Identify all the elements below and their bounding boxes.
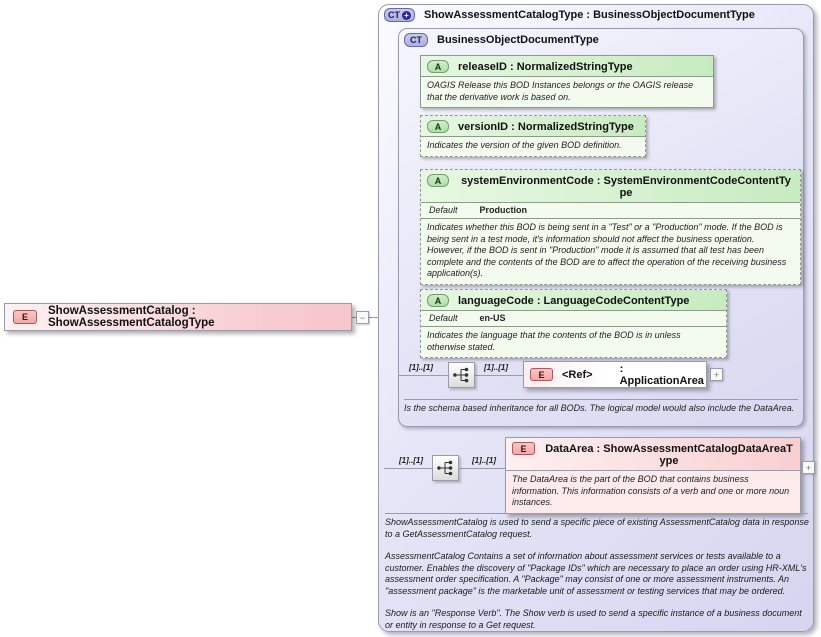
expand-button-dataarea[interactable]: + [802,461,815,474]
default-value-row [421,203,800,219]
attribute-name: releaseID : NormalizedStringType [458,61,633,73]
complex-type-derived-icon [384,8,415,22]
element-badge-label: E [21,312,28,322]
collapse-button-root[interactable]: − [356,311,369,324]
outer-type-title: ShowAssessmentCatalogType : BusinessObjectDocumentType [424,9,755,21]
attribute-header [421,170,800,203]
connector-line [475,375,523,376]
element-icon [13,310,37,324]
connector-line [384,468,432,469]
ref-type-label: : ApplicationArea [619,362,704,387]
attribute-header [421,116,645,137]
documentation-paragraph: AssessmentCatalog Contains a set of information about assessment services or tests available to a customer. Enables the discovery of "Package IDs" which are necessary to place an order using HR-XML's assessment order specification. A "Package" may consist of one or more assessment instruments. An "assessment package" is the marketable unit of assessment or testing services that may be ordered. [385,551,807,596]
expand-button-applicationarea[interactable]: + [710,368,723,381]
attribute-box-systemenvironmentcode[interactable] [420,169,801,285]
element-badge-label: E [538,369,545,380]
complex-type-badge-label: CT [410,35,422,45]
element-annotation: The DataArea is the part of the BOD that contains business information. This information consists of a verb and one or more noun instances. [506,471,800,513]
base-type-annotation: Is the schema based inheritance for all BODs. The logical model would also include the DataArea. [404,403,795,413]
default-label: Default [429,205,458,215]
connector-line [398,375,448,376]
attribute-icon [427,60,449,73]
attribute-name: systemEnvironmentCode : SystemEnvironmentCodeContentType [461,175,791,199]
element-icon [512,442,535,455]
attribute-annotation: Indicates the version of the given BOD definition. [427,140,622,150]
documentation-paragraph: Show is an "Response Verb". The Show verb is used to send a specific instance of a business document or entity in response to a Get request. [385,608,802,630]
derivation-plus-icon: + [402,11,411,20]
attribute-box-releaseid[interactable] [420,55,714,108]
cardinality-label: [1]..[1] [484,363,508,372]
attribute-name: versionID : NormalizedStringType [458,121,634,133]
attribute-badge-label: A [434,121,442,132]
element-header [506,438,800,471]
default-value: en-US [479,313,506,323]
element-name: DataArea : ShowAssessmentCatalogDataAreaType [545,443,793,467]
base-type-header [404,33,599,47]
element-ref-applicationarea[interactable] [523,361,707,388]
ref-label: <Ref> [562,368,593,381]
element-box-showassessmentcatalog[interactable] [4,303,352,331]
type-documentation [385,517,809,637]
complex-type-icon [404,33,428,47]
cardinality-label: [1]..[1] [472,456,496,465]
documentation-paragraph: ShowAssessmentCatalog is used to send a specific piece of existing AssessmentCatalog data in response to a GetAssessmentCatalog request. [385,517,809,539]
element-name: ShowAssessmentCatalog : ShowAssessmentCatalogType [48,305,215,329]
attribute-name: languageCode : LanguageCodeContentType [458,295,690,307]
element-box-dataarea[interactable] [505,437,801,514]
default-value: Production [479,205,528,215]
default-label: Default [429,313,458,323]
attribute-badge-label: A [434,175,442,186]
attribute-header [421,56,713,77]
default-value-row [421,311,726,327]
attribute-badge-label: A [434,295,442,306]
base-type-title: BusinessObjectDocumentType [437,34,599,46]
attribute-annotation: Indicates whether this BOD is being sent in a "Test" or a "Production" mode. If the BOD is being sent in a test mode, it's information should not affect the business operation. However, if the BOD is sent in "Production" mode it is assumed that all test has been complete and the contents of the BOD are to affect the operation of the receiving business application(s). [427,222,787,278]
attribute-box-languagecode[interactable] [420,289,727,358]
attribute-annotation: OAGIS Release this BOD Instances belongs or the OAGIS release that the derivative work is based on. [427,80,694,102]
sequence-compositor-icon[interactable] [448,362,475,388]
sequence-compositor-icon[interactable] [432,455,459,481]
annotation-divider [404,399,798,400]
attribute-icon [427,294,449,307]
element-badge-label: E [520,443,527,454]
attribute-icon [427,174,449,187]
attribute-header [421,290,726,311]
footer-divider [385,513,808,514]
element-icon [530,368,553,381]
outer-type-header [384,8,755,22]
connector-line [460,468,505,469]
attribute-annotation: Indicates the language that the contents of the BOD is in unless otherwise stated. [427,330,681,352]
cardinality-label: [1]..[1] [409,363,433,372]
complex-type-badge-label: CT [388,10,400,20]
attribute-badge-label: A [434,61,442,72]
cardinality-label: [1]..[1] [399,456,423,465]
attribute-box-versionid[interactable] [420,115,646,157]
attribute-icon [427,120,449,133]
